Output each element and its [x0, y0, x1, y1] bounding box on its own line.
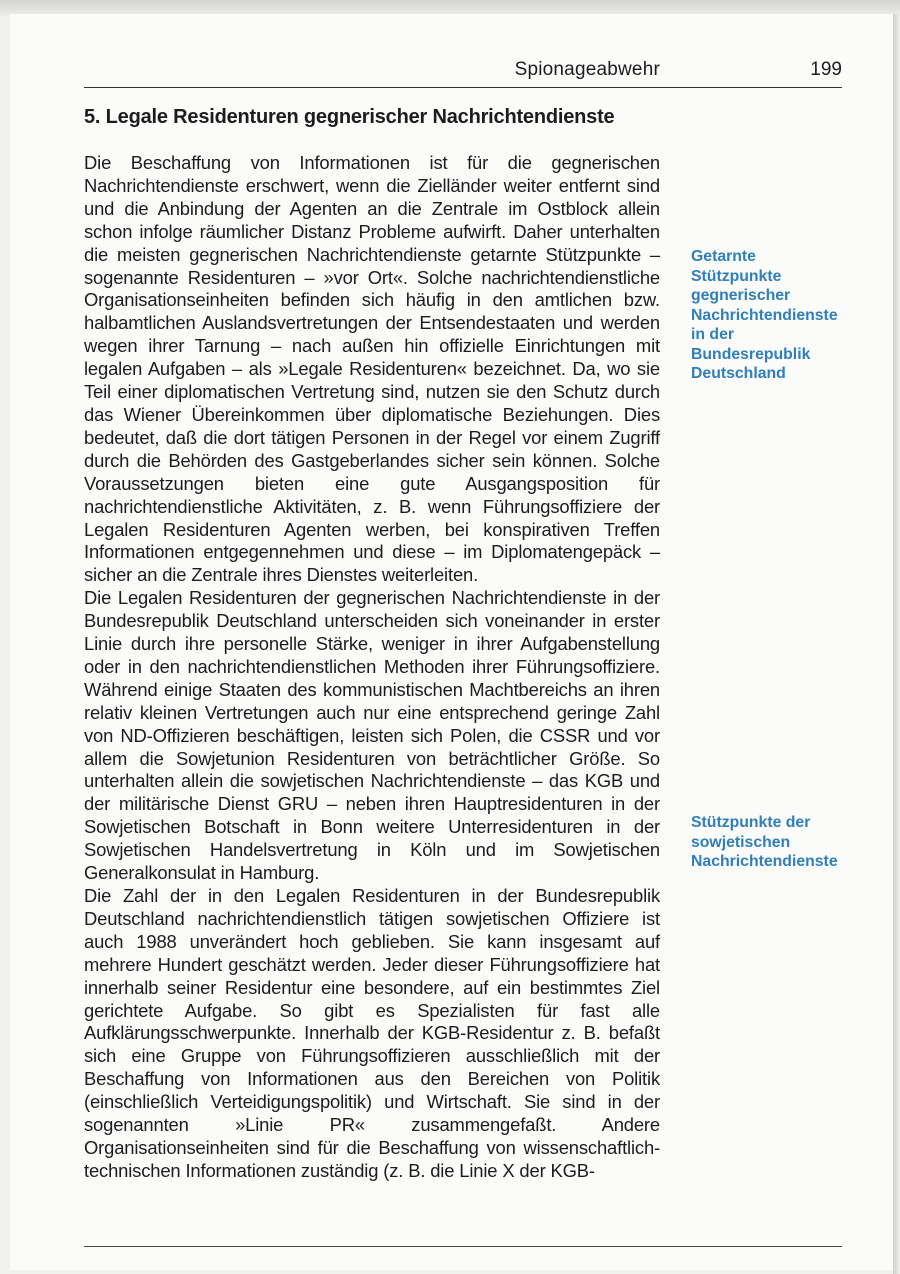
paragraph: Die Legalen Residenturen der gegnerischen Nachrichtendienste in der Bundesrepublik Deutschland unterscheiden sich voneinander in erster Linie durch ihre personelle Stärke, weniger in ihrer Aufgabenstellung oder in den nachrichtendienstlichen Methoden ihrer Führungsoffiziere. Während einige Staaten des kommunistischen Machtbereichs an ihren relativ kleinen Vertretungen auch nur eine entsprechend geringe Zahl von ND-Offizieren beschäftigen, leisten sich Polen, die CSSR und vor allem die Sowjetunion Residenturen von beträchtlicher Größe. So unterhalten allein die sowjetischen Nachrichtendienste – das KGB und der militärische Dienst GRU – neben ihren Hauptresidenturen in der Sowjetischen Botschaft in Bonn weitere Unterresidenturen in der Sowjetischen Handelsvertretung in Köln und im Sowjetischen Generalkonsulat in Hamburg. — [84, 587, 660, 884]
page-edge-shadow — [893, 14, 900, 1274]
paragraph: Die Zahl der in den Legalen Residenturen in der Bundesrepublik Deutschland nachrichtendienstlich tätigen sowjetischen Offiziere ist auch 1988 unverändert hoch geblieben. Sie kann insgesamt auf mehrere Hundert geschätzt werden. Jeder dieser Führungsoffiziere hat innerhalb seiner Residentur eine besondere, auf ein bestimmtes Ziel gerichtete Aufgabe. So gibt es Spezialisten für fast alle Aufklärungsschwerpunkte. Innerhalb der KGB-Residentur z. B. befaßt sich eine Gruppe von Führungsoffizieren ausschließlich mit der Beschaffung von Informationen aus den Bereichen von Politik (einschließlich Verteidigungspolitik) und Wirtschaft. Sie sind in der sogenannten »Linie PR« zusammengefaßt. Andere Organisationseinheiten sind für die Beschaffung von wissenschaftlich-technischen Informationen zuständig (z. B. die Linie X der KGB- — [84, 885, 660, 1181]
margin-note: Getarnte Stützpunkte gegnerischer Nachrichtendienste in der Bundesrepublik Deutschland — [691, 248, 838, 382]
section-heading: 5. Legale Residenturen gegnerischer Nachrichtendienste — [84, 106, 615, 128]
running-header-title: Spionageabwehr — [514, 59, 660, 80]
header-rule — [84, 87, 842, 88]
body-text-column — [84, 152, 660, 1183]
page-number: 199 — [810, 59, 842, 80]
margin-note: Stützpunkte der sowjetischen Nachrichtendienste — [691, 814, 838, 870]
footer-rule — [84, 1246, 842, 1247]
paragraph: Die Beschaffung von Informationen ist für die gegnerischen Nachrichtendienste erschwert, wenn die Zielländer weiter entfernt sind und die Anbindung der Agenten an die Zentrale im Ostblock allein schon infolge räumlicher Distanz Probleme aufwirft. Daher unterhalten die meisten gegnerischen Nachrichtendienste getarnte Stützpunkte – sogenannte Residenturen – »vor Ort«. Solche nachrichtendienstliche Organisationseinheiten befinden sich häufig in den amtlichen bzw. halbamtlichen Auslandsvertretungen der Entsendestaaten und werden wegen ihrer Tarnung – nach außen hin offizielle Einrichtungen mit legalen Aufgaben – als »Legale Residenturen« bezeichnet. Da, wo sie Teil einer diplomatischen Vertretung sind, nutzen sie den Schutz durch das Wiener Übereinkommen über diplomatische Beziehungen. Dies bedeutet, daß die dort tätigen Personen in der Regel vor einem Zugriff durch die Behörden des Gastgeberlandes sicher sein können. Solche Voraussetzungen bieten eine gute Ausgangsposition für nachrichtendienstliche Aktivitäten, z. B. wenn Führungsoffiziere der Legalen Residenturen Agenten werben, bei konspirativen Treffen Informationen entgegennehmen und diese – im Diplomatengepäck – sicher an die Zentrale ihres Dienstes weiterleiten. — [84, 152, 660, 586]
